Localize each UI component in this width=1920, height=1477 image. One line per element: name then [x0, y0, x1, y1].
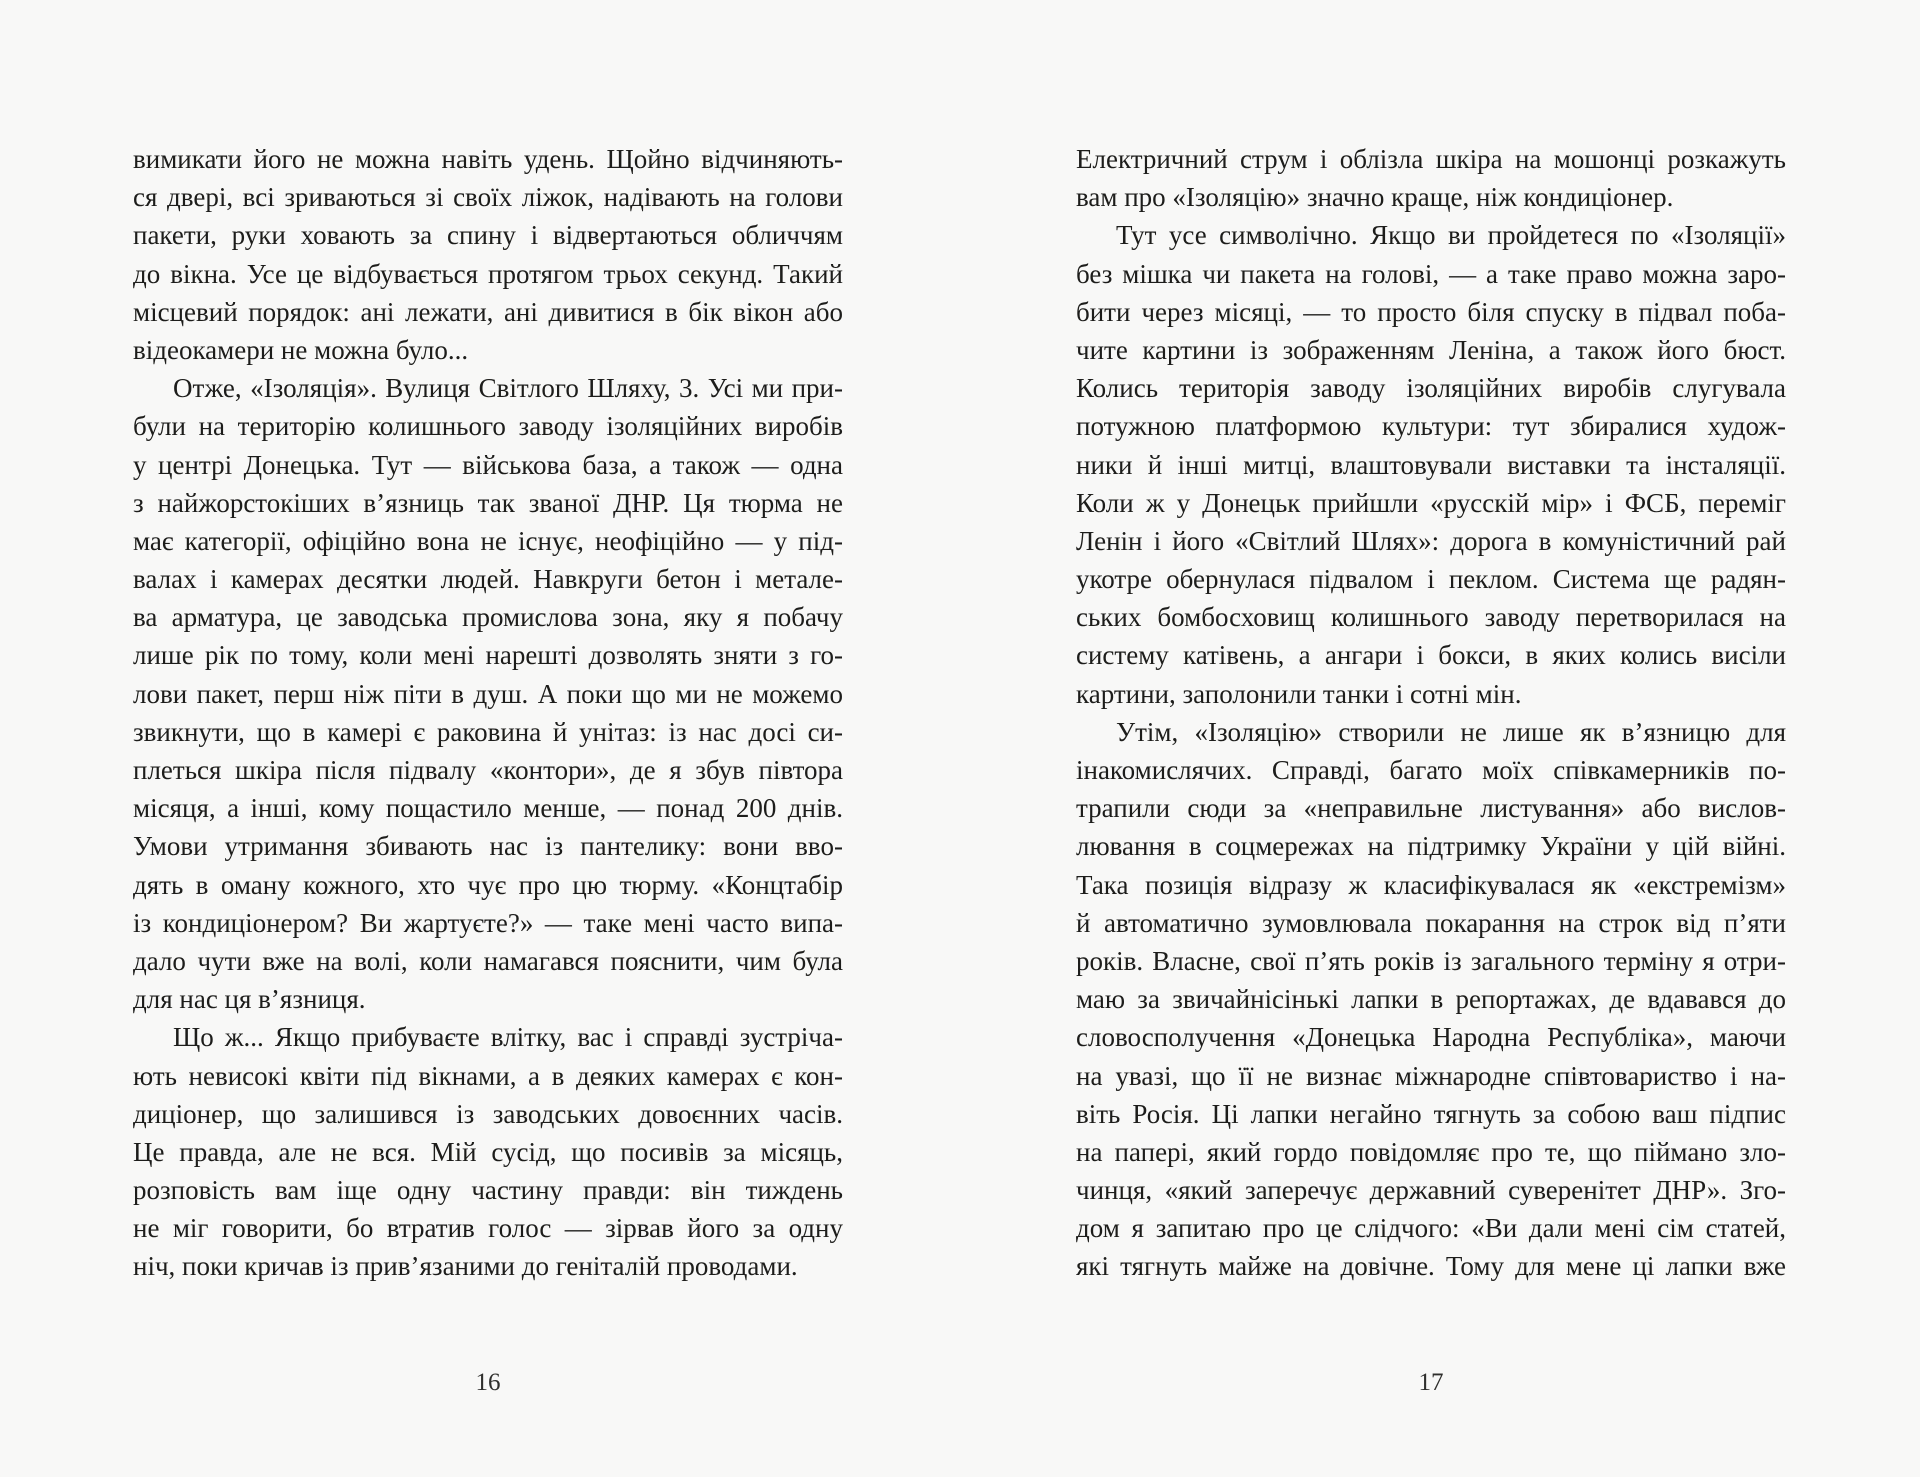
text-line [133, 980, 843, 1018]
text-line-content: картини, заполонили танки і сотні мін. [1076, 678, 1522, 709]
text-line [133, 751, 843, 789]
text-line-content: чите картини із зображенням Леніна, а також його бюст. [1076, 334, 1786, 365]
text-line-content: чинця, «який заперечує державний суверенітет ДНР». Зго- [1076, 1175, 1786, 1206]
text-line [1076, 713, 1786, 751]
text-line [1076, 369, 1786, 407]
text-line-content: словосполучення «Донецька Народна Республіка», маючи [1076, 1022, 1786, 1053]
text-line [133, 484, 843, 522]
text-line-content: валах і камерах десятки людей. Навкруги бетон і метале- [133, 564, 843, 595]
text-line-content: інакомислячих. Справді, багато моїх співкамерників по- [1076, 755, 1786, 785]
text-line-content: дом я запитаю про це слідчого: «Ви дали мені сім статей, [1076, 1213, 1786, 1244]
text-line [133, 331, 843, 369]
text-line-content: Що ж... Якщо прибуваєте влітку, вас і справді зустріча- [173, 1022, 843, 1053]
text-line-content: ських бомбосховищ колишнього заводу перетворилася на [1076, 602, 1786, 633]
text-line-content: ють невисокі квіти під вікнами, а в деяких камерах є кон- [133, 1060, 843, 1091]
text-line-content: лови пакет, перш ніж піти в душ. А поки що ми не можемо [133, 678, 843, 709]
page-left-text-column [133, 140, 843, 1286]
text-line [1076, 1057, 1786, 1095]
text-line [133, 675, 843, 713]
text-line-content: були на територію колишнього заводу ізоляційних виробів [133, 411, 843, 442]
text-line [1076, 789, 1786, 827]
text-line-content: дало чути вже на волі, коли намагався пояснити, чим була [133, 945, 843, 976]
text-line-content: бити через місяці, — то просто біля спуску в підвал поба- [1076, 296, 1786, 327]
text-line-content: у центрі Донецька. Тут — військова база, а також — одна [133, 449, 843, 480]
text-line-content: Утім, «Ізоляцію» створили не лише як в’язницю для [1116, 716, 1786, 747]
text-line-content: років. Власне, свої п’ять років із загального терміну я отри- [1076, 945, 1786, 976]
text-line-content: до вікна. Усе це відбувається протягом трьох секунд. Такий [133, 258, 843, 289]
text-line [1076, 1018, 1786, 1056]
text-line-content: для нас ця в’язниця. [133, 984, 366, 1015]
text-line [1076, 636, 1786, 674]
text-line-content: ники й інші митці, влаштовували виставки та інсталяції. [1076, 449, 1786, 480]
text-line-content: на папері, який гордо повідомляє про те, що піймано зло- [1076, 1136, 1786, 1167]
text-line [133, 178, 843, 216]
text-line [133, 216, 843, 254]
text-line-content: Тут усе символічно. Якщо ви пройдетеся по «Ізоляції» [1116, 220, 1786, 251]
text-line-content: ся двері, всі зриваються зі своїх ліжок, надівають на голови [133, 182, 843, 213]
text-line [133, 789, 843, 827]
text-line [133, 1133, 843, 1171]
text-line [133, 1171, 843, 1209]
text-line-content: які тягнуть майже на довічне. Тому для мене ці лапки вже [1076, 1251, 1786, 1282]
text-line [133, 446, 843, 484]
text-line [133, 369, 843, 407]
text-line-content: місяця, а інші, кому пощастило менше, — понад 200 днів. [133, 793, 843, 824]
text-line-content: лювання в соцмережах на підтримку України у цій війні. [1076, 831, 1786, 862]
text-line-content: й автоматично зумовлювала покарання на строк від п’яти [1076, 907, 1786, 938]
text-line-content: віть Росія. Ці лапки негайно тягнуть за собою ваш підпис [1076, 1098, 1786, 1129]
text-line-content: плеться шкіра після підвалу «контори», де я збув півтора [133, 755, 843, 785]
text-line [1076, 904, 1786, 942]
text-line-content: не міг говорити, бо втратив голос — зірвав його за одну [133, 1213, 843, 1244]
text-line [133, 1018, 843, 1056]
page-left-number: 16 [475, 1369, 501, 1396]
text-line [1076, 598, 1786, 636]
text-line [1076, 942, 1786, 980]
text-line [133, 255, 843, 293]
text-line [133, 713, 843, 751]
text-line [1076, 140, 1786, 178]
text-line-content: вам про «Ізоляцію» значно краще, ніж кондиціонер. [1076, 182, 1674, 213]
text-line [1076, 1209, 1786, 1247]
text-line-content: ва арматура, це заводська промислова зона, яку я побачу [133, 602, 843, 633]
text-line-content: Колись територія заводу ізоляційних виробів слугувала [1076, 373, 1786, 404]
text-line-content: Це правда, але не вся. Мій сусід, що посивів за місяць, [133, 1136, 843, 1167]
text-line-content: місцевий порядок: ані лежати, ані дивитися в бік вікон або [133, 296, 843, 327]
page-right-number: 17 [1418, 1369, 1444, 1396]
text-line-content: Отже, «Ізоляція». Вулиця Світлого Шляху, 3. Усі ми при- [173, 373, 843, 404]
text-line-content: пакети, руки ховають за спину і відвертаються обличчям [133, 220, 843, 251]
text-line-content: трапили сюди за «неправильне листування» або вислов- [1076, 793, 1786, 824]
text-line [133, 293, 843, 331]
text-line [1076, 216, 1786, 254]
text-line [133, 827, 843, 865]
text-line [1076, 255, 1786, 293]
text-line-content: на увазі, що її не визнає міжнародне співтовариство і на- [1076, 1060, 1786, 1091]
text-line-content: з найжорстокіших в’язниць так званої ДНР. Ця тюрма не [133, 487, 843, 518]
text-line-content: має категорії, офіційно вона не існує, неофіційно — у під- [133, 525, 843, 556]
text-line [1076, 675, 1786, 713]
text-line-content: Умови утримання збивають нас із пантелику: вони вво- [133, 831, 843, 862]
text-line [1076, 1171, 1786, 1209]
text-line [1076, 446, 1786, 484]
text-line [1076, 407, 1786, 445]
text-line-content: лише рік по тому, коли мені нарешті дозволять зняти з го- [133, 640, 843, 671]
text-line-content: Ленін і його «Світлий Шлях»: дорога в комуністичний рай [1076, 525, 1786, 556]
text-line-content: відеокамери не можна було... [133, 334, 469, 365]
text-line [133, 140, 843, 178]
text-line [1076, 980, 1786, 1018]
text-line [1076, 827, 1786, 865]
text-line-content: укотре обернулася підвалом і пеклом. Система ще радян- [1076, 564, 1786, 595]
text-line [133, 1209, 843, 1247]
text-line-content: Коли ж у Донецьк прийшли «русскій мір» і ФСБ, переміг [1076, 487, 1786, 518]
text-line [133, 560, 843, 598]
page-right-text-column [1076, 140, 1786, 1286]
text-line [133, 866, 843, 904]
text-line [133, 598, 843, 636]
text-line [133, 1057, 843, 1095]
text-line-content: звикнути, що в камері є раковина й унітаз: із нас досі си- [133, 716, 843, 747]
text-line-content: розповість вам іще одну частину правди: він тиждень [133, 1175, 843, 1206]
text-line [1076, 484, 1786, 522]
text-line [133, 522, 843, 560]
text-line [133, 942, 843, 980]
text-line [1076, 522, 1786, 560]
text-line [133, 904, 843, 942]
text-line [1076, 293, 1786, 331]
text-line [1076, 1247, 1786, 1285]
text-line-content: Така позиція відразу ж класифікувалася як «екстремізм» [1076, 869, 1786, 900]
text-line [1076, 1095, 1786, 1133]
text-line [1076, 178, 1786, 216]
text-line-content: потужною платформою культури: тут збиралися худож- [1076, 411, 1786, 442]
text-line [1076, 1133, 1786, 1171]
text-line-content: вимикати його не можна навіть удень. Щойно відчиняють- [133, 144, 843, 174]
text-line-content: без мішка чи пакета на голові, — а таке право можна заро- [1076, 258, 1786, 289]
text-line-content: систему катівень, а ангари і бокси, в яких колись висіли [1076, 640, 1786, 671]
text-line [133, 636, 843, 674]
page-right [1076, 0, 1786, 1477]
text-line-content: із кондиціонером? Ви жартуєте?» — таке мені часто випа- [133, 907, 843, 938]
text-line-content: Електричний струм і облізла шкіра на мошонці розкажуть [1076, 144, 1786, 174]
text-line [133, 407, 843, 445]
text-line [1076, 751, 1786, 789]
text-line-content: дять в оману кожного, хто чує про цю тюрму. «Концтабір [133, 869, 843, 900]
text-line-content: маю за звичайнісінькі лапки в репортажах, де вдавався до [1076, 984, 1786, 1015]
text-line [1076, 331, 1786, 369]
page-left [133, 0, 843, 1477]
text-line [133, 1095, 843, 1133]
text-line [133, 1247, 843, 1285]
text-line [1076, 560, 1786, 598]
text-line [1076, 866, 1786, 904]
text-line-content: диціонер, що залишився із заводських довоєнних часів. [133, 1098, 843, 1129]
text-line-content: ніч, поки кричав із прив’язаними до геніталій проводами. [133, 1251, 798, 1282]
